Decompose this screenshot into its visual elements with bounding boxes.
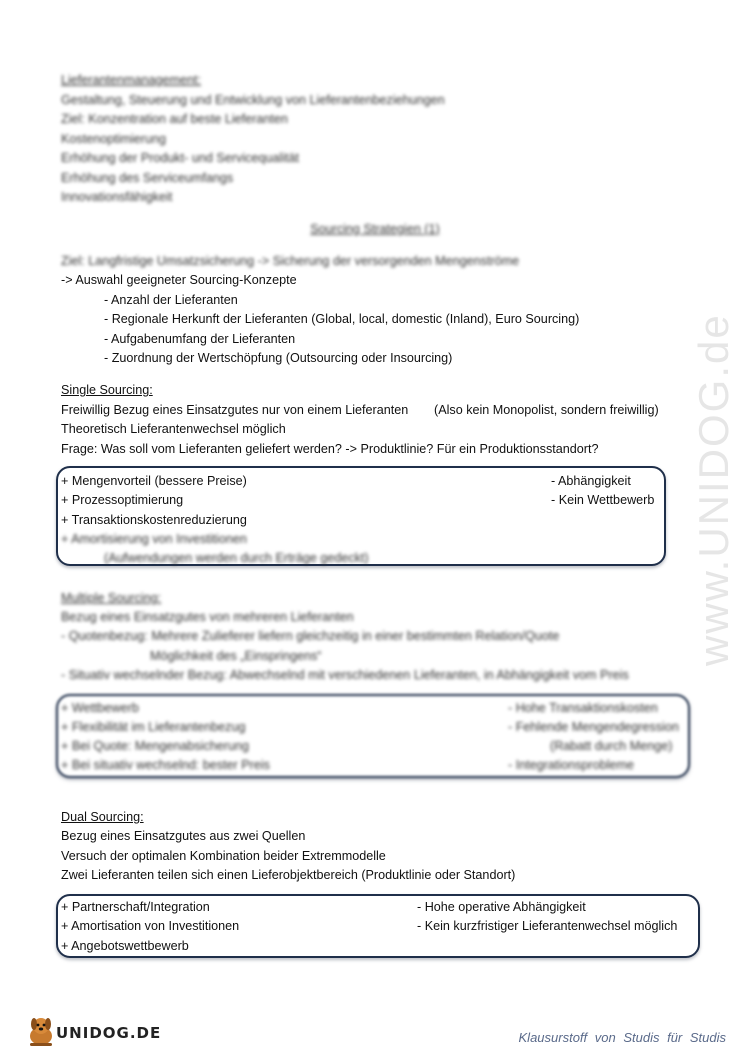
- logo-text: UNIDOG.DE: [56, 1024, 162, 1042]
- footer-tagline: Klausurstoff von Studis für Studis: [518, 1030, 726, 1045]
- multiple-con-note: (Rabatt durch Menge): [550, 739, 673, 753]
- dual-con: - Hohe operative Abhängigkeit: [417, 900, 586, 914]
- watermark: www.UNIDOG.de: [690, 313, 737, 667]
- strategies-title: Sourcing Strategien (1): [310, 222, 440, 236]
- intro-line: Kostenoptimierung: [61, 132, 167, 146]
- intro-heading: Lieferantenmanagement:: [61, 73, 202, 87]
- dual-pro: + Partnerschaft/Integration: [61, 900, 210, 914]
- single-con: - Abhängigkeit: [551, 474, 631, 488]
- multiple-line: - Situativ wechselnder Bezug: Abwechselnd mit verschiedenen Lieferanten, in Abhängigkeit vom Preis: [61, 668, 629, 682]
- multiple-con: - Hohe Transaktionskosten: [508, 701, 658, 715]
- single-line: Frage: Was soll vom Lieferanten geliefert werden? -> Produktlinie? Für ein Produktionsstandort?: [61, 442, 599, 456]
- intro-line: Erhöhung der Produkt- und Servicequalität: [61, 151, 300, 165]
- multiple-con: - Fehlende Mengendegression: [508, 720, 679, 734]
- single-line: Theoretisch Lieferantenwechsel möglich: [61, 422, 286, 436]
- intro-line: Erhöhung des Serviceumfangs: [61, 171, 234, 185]
- single-note: (Also kein Monopolist, sondern freiwillig): [434, 403, 659, 417]
- single-pro: + Prozessoptimierung: [61, 493, 184, 507]
- single-pro: + Transaktionskostenreduzierung: [61, 513, 247, 527]
- dual-pro: + Angebotswettbewerb: [61, 939, 189, 953]
- multiple-heading: Multiple Sourcing:: [61, 591, 162, 605]
- strategy-item: - Regionale Herkunft der Lieferanten (Global, local, domestic (Inland), Euro Sourcing): [104, 312, 580, 326]
- single-line: Freiwillig Bezug eines Einsatzgutes nur von einem Lieferanten: [61, 403, 409, 417]
- multiple-line: Möglichkeit des „Einspringens“: [150, 649, 322, 663]
- multiple-line: Bezug eines Einsatzgutes von mehreren Lieferanten: [61, 610, 354, 624]
- multiple-pro: + Flexibilität im Lieferantenbezug: [61, 720, 246, 734]
- strategies-goal: Ziel: Langfristige Umsatzsicherung -> Sicherung der versorgenden Mengenströme: [61, 254, 520, 268]
- intro-line: Gestaltung, Steuerung und Entwicklung von Lieferantenbeziehungen: [61, 93, 445, 107]
- single-heading: Single Sourcing:: [61, 383, 153, 397]
- dual-heading: Dual Sourcing:: [61, 810, 144, 824]
- dual-con: - Kein kurzfristiger Lieferantenwechsel möglich: [417, 919, 678, 933]
- multiple-line: - Quotenbezug: Mehrere Zulieferer liefern gleichzeitig in einer bestimmten Relation/Quote: [61, 629, 560, 643]
- strategy-item: - Anzahl der Lieferanten: [104, 293, 238, 307]
- dual-line: Zwei Lieferanten teilen sich einen Lieferobjektbereich (Produktlinie oder Standort): [61, 868, 516, 882]
- single-pro: + Mengenvorteil (bessere Preise): [61, 474, 247, 488]
- multiple-con: - Integrationsprobleme: [508, 758, 635, 772]
- multiple-pro: + Bei Quote: Mengenabsicherung: [61, 739, 249, 753]
- strategy-item: - Zuordnung der Wertschöpfung (Outsourcing oder Insourcing): [104, 351, 453, 365]
- strategy-item: - Aufgabenumfang der Lieferanten: [104, 332, 296, 346]
- single-pro: + Amortisierung von Investitionen: [61, 532, 247, 546]
- logo: [24, 1014, 184, 1048]
- dog-mascot-icon: [24, 1014, 58, 1048]
- multiple-pro: + Bei situativ wechselnd: bester Preis: [61, 758, 270, 772]
- dual-line: Versuch der optimalen Kombination beider Extremmodelle: [61, 849, 386, 863]
- dual-pro: + Amortisation von Investitionen: [61, 919, 240, 933]
- strategies-selection: -> Auswahl geeigneter Sourcing-Konzepte: [61, 273, 297, 287]
- single-pro-note: (Aufwendungen werden durch Erträge gedeckt): [104, 551, 369, 565]
- intro-line: Innovationsfähigkeit: [61, 190, 173, 204]
- intro-line: Ziel: Konzentration auf beste Lieferanten: [61, 112, 288, 126]
- dual-line: Bezug eines Einsatzgutes aus zwei Quellen: [61, 829, 306, 843]
- multiple-pro: + Wettbewerb: [61, 701, 139, 715]
- single-con: - Kein Wettbewerb: [551, 493, 655, 507]
